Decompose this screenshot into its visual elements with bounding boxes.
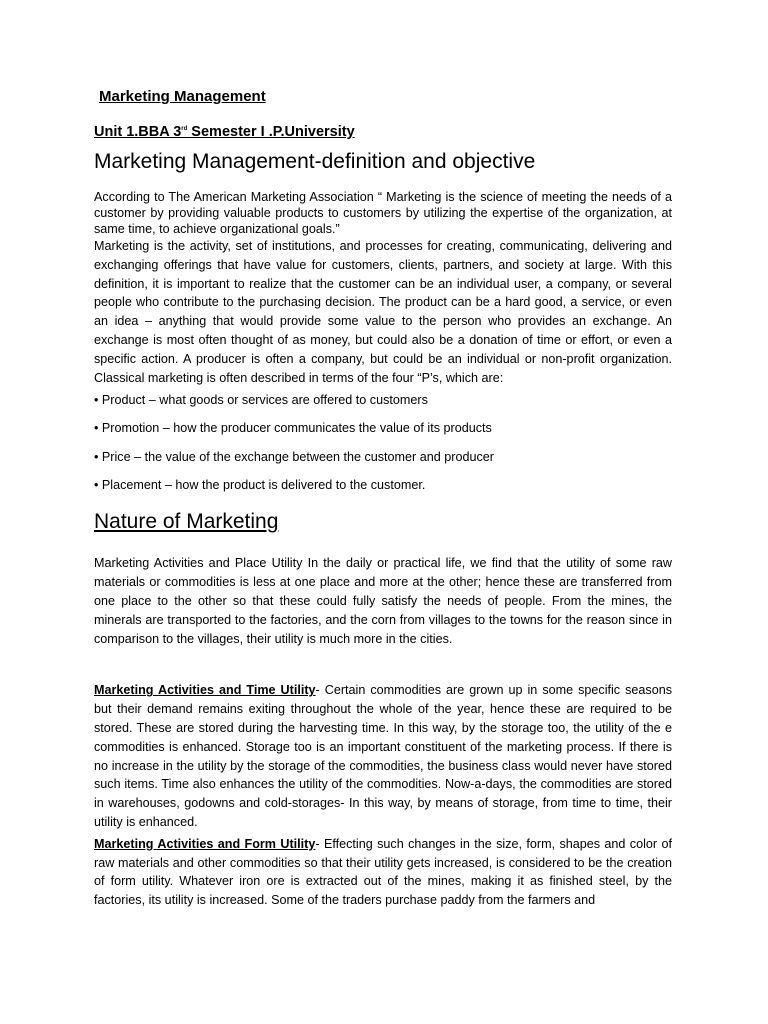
form-utility-body: - Effecting such changes in the size, form, shapes and color of raw materials and other commodities so that their utility gets increased, is considered to be the creation of form utility. Whatever iron ore is extracted out of the mines, making it as finished steel, by the factories, its utility is increased. Some of the traders purchase paddy from the farmers and [94, 836, 672, 908]
document-body [94, 86, 672, 910]
heading-definition-objective: Marketing Management-definition and objective [94, 150, 536, 173]
four-ps-list [94, 391, 672, 494]
unit-superscript: rd [181, 126, 188, 132]
time-utility-paragraph [94, 681, 672, 831]
list-item: • Product – what goods or services are offered to customers [94, 393, 428, 408]
list-item: • Promotion – how the producer communicates the value of its products [94, 421, 492, 436]
time-utility-lead: Marketing Activities and Time Utility [94, 683, 316, 698]
list-item: • Price – the value of the exchange between the customer and producer [94, 449, 494, 464]
form-utility-lead: Marketing Activities and Form Utility [94, 836, 316, 851]
ama-definition-quote: According to The American Marketing Association “ Marketing is the science of meeting the needs of a customer by providing valuable products to customers by utilizing the expertise of the organization, at same time, to achieve organizational goals.” [94, 190, 672, 236]
marketing-activity-paragraph: Marketing is the activity, set of institutions, and processes for creating, communicating, delivering and exchanging offerings that have value for customers, clients, partners, and society at large. With this definition, it is important to realize that the customer can be an individual user, a company, or several people who contribute to the purchasing decision. The product can be a hard good, a service, or even an idea – anything that would provide some value to the person who provides an exchange. An exchange is most often thought of as money, but could also be a donation of time or effort, or even a specific action. A producer is often a company, but could be an individual or non-profit organization. Classical marketing is often described in terms of the four “P’s, which are: [94, 239, 672, 385]
unit-prefix: Unit 1.BBA 3 [94, 124, 182, 140]
list-item: • Placement – how the product is delivered to the customer. [94, 477, 426, 492]
document-title: Marketing Management [99, 88, 266, 105]
heading-nature-of-marketing: Nature of Marketing [94, 510, 279, 534]
unit-suffix: Semester I .P.University [187, 124, 355, 140]
unit-line [94, 119, 672, 142]
time-utility-body: - Certain commodities are grown up in some specific seasons but their demand remains exiting throughout the whole of the year, hence these are required to be stored. These are stored during the harvesting time. In this way, by the storage too, the utility of the e commodities is enhanced. Storage too is an important constituent of the marketing process. If there is no increase in the utility by the storage of the commodities, the business class would never have stored such items. Time also enhances the utility of the commodities. Now-a-days, the commodities are stored in warehouses, godowns and cold-storages- In this way, by means of storage, from time to time, their utility is enhanced. [94, 683, 673, 830]
form-utility-paragraph [94, 835, 672, 910]
place-utility-paragraph: Marketing Activities and Place Utility In the daily or practical life, we find that the utility of some raw materials or commodities is less at one place and more at the other; hence these are transferred from one place to the other so that these could fully satisfy the needs of people. From the mines, the minerals are transported to the factories, and the corn from villages to the towns for the reason since in comparison to the villages, their utility is much more in the cities. [94, 556, 672, 646]
